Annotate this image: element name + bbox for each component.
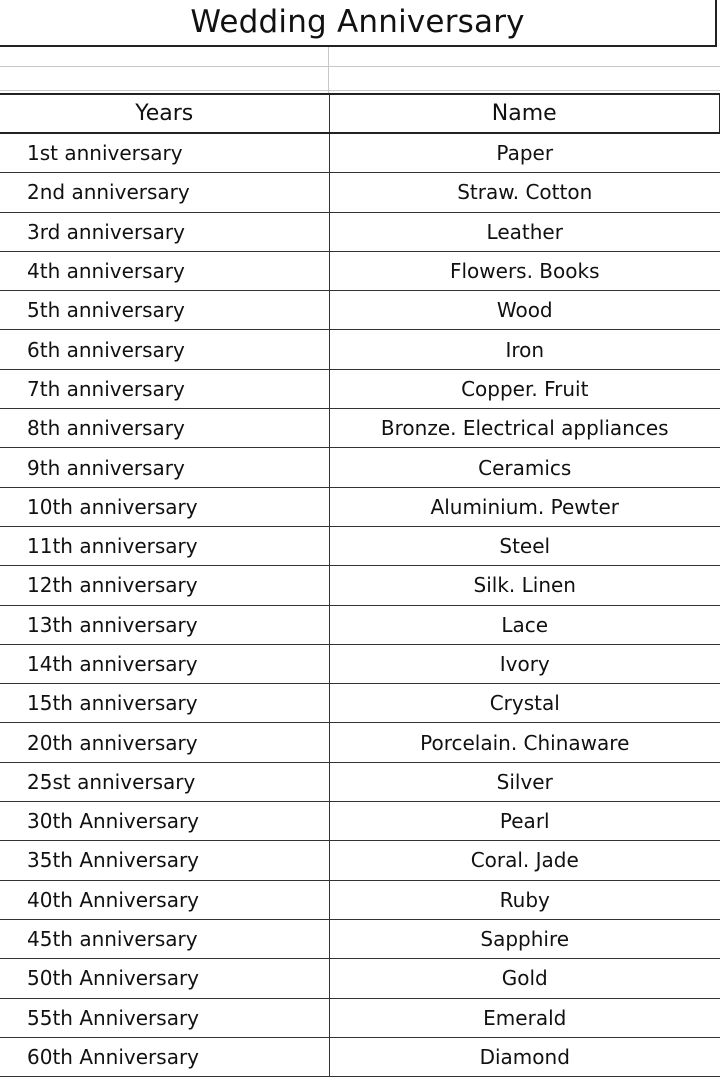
anniversary-table <box>0 93 720 1077</box>
name-cell: Ruby <box>329 880 720 919</box>
years-cell: 13th anniversary <box>0 605 329 644</box>
name-cell: Paper <box>329 133 720 173</box>
name-cell: Pearl <box>329 802 720 841</box>
column-header-years: Years <box>0 94 329 133</box>
years-cell: 5th anniversary <box>0 291 329 330</box>
years-cell: 40th Anniversary <box>0 880 329 919</box>
table-row <box>0 998 720 1037</box>
years-cell: 8th anniversary <box>0 409 329 448</box>
name-cell: Sapphire <box>329 919 720 958</box>
table-row <box>0 409 720 448</box>
table-row <box>0 919 720 958</box>
years-cell: 55th Anniversary <box>0 998 329 1037</box>
name-cell: Flowers. Books <box>329 251 720 290</box>
years-cell: 60th Anniversary <box>0 1037 329 1076</box>
empty-row <box>0 47 720 67</box>
years-cell: 11th anniversary <box>0 526 329 565</box>
name-cell: Coral. Jade <box>329 841 720 880</box>
years-cell: 20th anniversary <box>0 723 329 762</box>
name-cell: Lace <box>329 605 720 644</box>
name-cell: Ivory <box>329 644 720 683</box>
name-cell: Copper. Fruit <box>329 369 720 408</box>
years-cell: 14th anniversary <box>0 644 329 683</box>
table-row <box>0 802 720 841</box>
column-divider <box>328 47 329 93</box>
years-cell: 30th Anniversary <box>0 802 329 841</box>
table-row <box>0 959 720 998</box>
table-row <box>0 644 720 683</box>
years-cell: 4th anniversary <box>0 251 329 290</box>
years-cell: 7th anniversary <box>0 369 329 408</box>
table-row <box>0 291 720 330</box>
name-cell: Steel <box>329 526 720 565</box>
years-cell: 9th anniversary <box>0 448 329 487</box>
years-cell: 35th Anniversary <box>0 841 329 880</box>
table-row <box>0 684 720 723</box>
name-cell: Silver <box>329 762 720 801</box>
table-row <box>0 723 720 762</box>
name-cell: Iron <box>329 330 720 369</box>
years-cell: 25st anniversary <box>0 762 329 801</box>
years-cell: 3rd anniversary <box>0 212 329 251</box>
table-row <box>0 251 720 290</box>
table-body <box>0 133 720 1077</box>
table-row <box>0 605 720 644</box>
table-row <box>0 173 720 212</box>
name-cell: Aluminium. Pewter <box>329 487 720 526</box>
empty-row <box>0 67 720 91</box>
years-cell: 2nd anniversary <box>0 173 329 212</box>
table-header-row <box>0 94 720 133</box>
table-row <box>0 369 720 408</box>
name-cell: Porcelain. Chinaware <box>329 723 720 762</box>
table-row <box>0 212 720 251</box>
years-cell: 1st anniversary <box>0 133 329 173</box>
name-cell: Emerald <box>329 998 720 1037</box>
name-cell: Leather <box>329 212 720 251</box>
years-cell: 6th anniversary <box>0 330 329 369</box>
table-row <box>0 841 720 880</box>
years-cell: 50th Anniversary <box>0 959 329 998</box>
table-row <box>0 487 720 526</box>
table-row <box>0 330 720 369</box>
name-cell: Silk. Linen <box>329 566 720 605</box>
table-row <box>0 566 720 605</box>
name-cell: Bronze. Electrical appliances <box>329 409 720 448</box>
page-title: Wedding Anniversary <box>190 4 525 40</box>
table-row <box>0 1037 720 1076</box>
name-cell: Straw. Cotton <box>329 173 720 212</box>
name-cell: Crystal <box>329 684 720 723</box>
name-cell: Diamond <box>329 1037 720 1076</box>
table-row <box>0 133 720 173</box>
name-cell: Wood <box>329 291 720 330</box>
years-cell: 12th anniversary <box>0 566 329 605</box>
table-row <box>0 880 720 919</box>
years-cell: 45th anniversary <box>0 919 329 958</box>
years-cell: 15th anniversary <box>0 684 329 723</box>
table-row <box>0 762 720 801</box>
table-row <box>0 448 720 487</box>
name-cell: Ceramics <box>329 448 720 487</box>
years-cell: 10th anniversary <box>0 487 329 526</box>
column-header-name: Name <box>329 94 720 133</box>
name-cell: Gold <box>329 959 720 998</box>
table-row <box>0 526 720 565</box>
title-box <box>0 0 717 47</box>
